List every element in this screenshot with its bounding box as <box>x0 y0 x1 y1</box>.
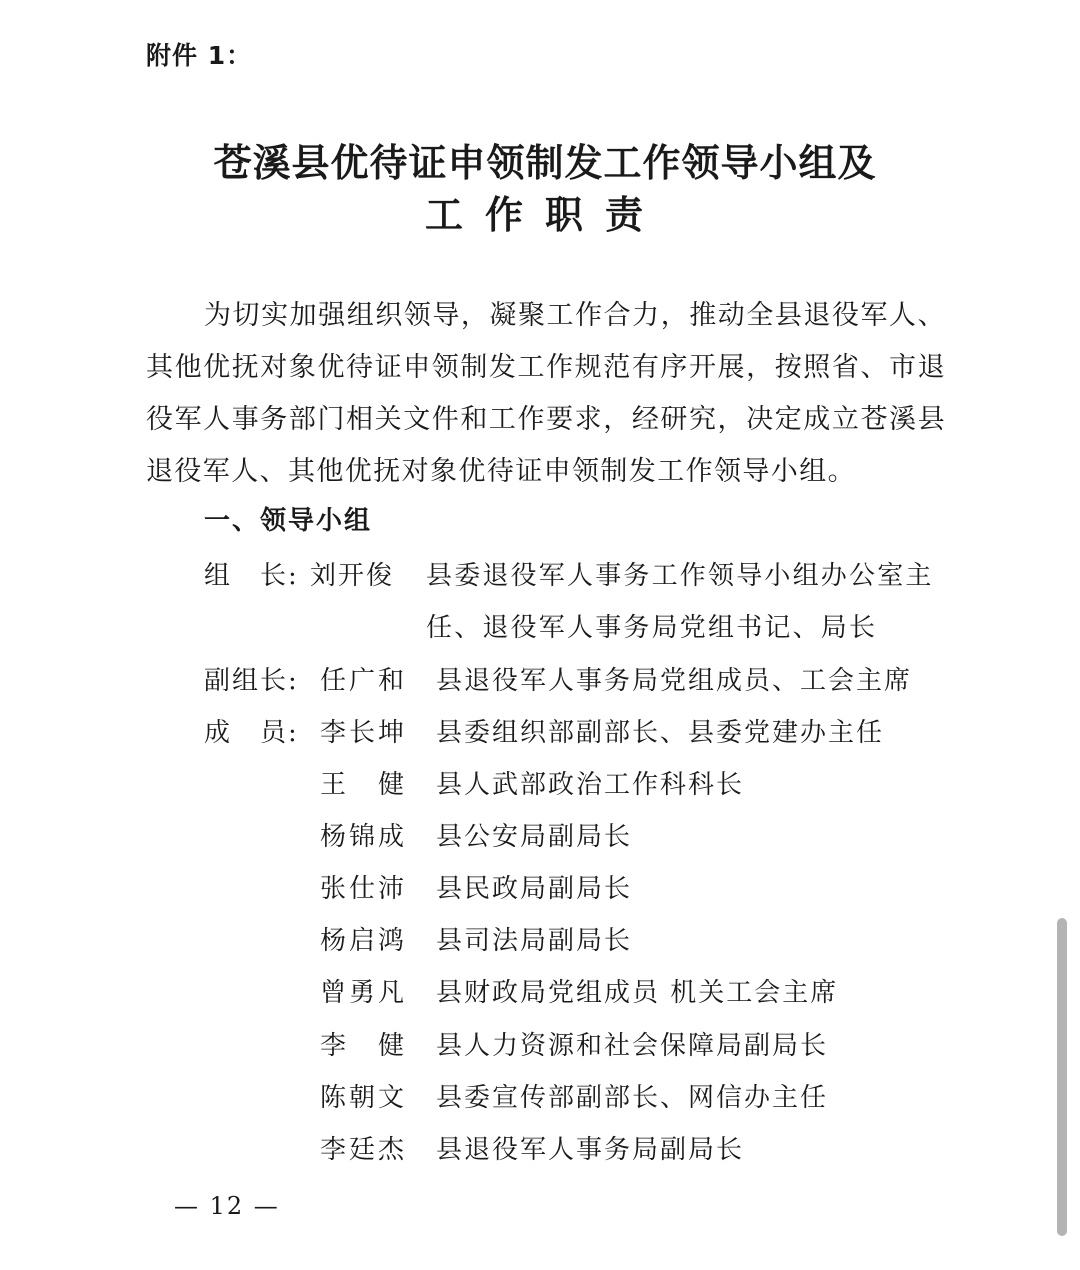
member-duty: 县委宣传部副部长、网信办主任 <box>436 1083 829 1113</box>
member-duty: 县委组织部副部长、县委党建办主任 <box>436 718 885 748</box>
leader-duty-line-2: 任、退役军人事务局党组书记、局长 <box>426 613 878 643</box>
member-name: 杨启鸿 <box>320 926 408 956</box>
deputy-duty: 县退役军人事务局党组成员、工会主席 <box>436 666 913 696</box>
page-number: — 12 — <box>174 1192 280 1220</box>
member-name: 王 健 <box>320 770 408 800</box>
attachment-label: 附件 1： <box>146 41 253 70</box>
section-heading: 一、领导小组 <box>204 506 373 536</box>
deputy-role: 副组长: <box>204 666 299 696</box>
member-name: 杨锦成 <box>320 822 408 852</box>
member-duty: 县人力资源和社会保障局副局长 <box>436 1031 829 1061</box>
leader-role: 组 长: <box>204 561 299 591</box>
member-duty: 县人武部政治工作科科长 <box>436 770 745 800</box>
leader-duty-line-1: 县委退役军人事务工作领导小组办公室主 <box>426 561 934 591</box>
intro-paragraph: 为切实加强组织领导，凝聚工作合力，推动全县退役军人、其他优抚对象优待证申领制发工作规范有序开展，按照省、市退役军人事务部门相关文件和工作要求，经研究，决定成立苍溪县退役军人、其他优抚对象优待证申领制发工作领导小组。 <box>146 300 946 487</box>
document-title-line-1: 苍溪县优待证申领制发工作领导小组及 <box>213 140 877 185</box>
member-duty: 县公安局副局长 <box>436 822 633 852</box>
member-name: 李长坤 <box>320 718 408 748</box>
member-name: 李 健 <box>320 1031 408 1061</box>
member-name: 张仕沛 <box>320 874 408 904</box>
member-duty: 县司法局副局长 <box>436 926 633 956</box>
member-name: 曾勇凡 <box>320 978 408 1008</box>
document-title-line-2: 工作职责 <box>424 192 665 237</box>
member-duty: 县财政局党组成员 机关工会主席 <box>436 978 839 1008</box>
vertical-scrollbar[interactable] <box>1057 918 1067 1236</box>
member-name: 陈朝文 <box>320 1083 408 1113</box>
members-role: 成 员: <box>204 718 299 748</box>
member-duty: 县退役军人事务局副局长 <box>436 1135 745 1165</box>
member-duty: 县民政局副局长 <box>436 874 633 904</box>
deputy-name: 任广和 <box>320 666 408 696</box>
leader-name: 刘开俊 <box>310 561 395 591</box>
member-name: 李廷杰 <box>320 1135 408 1165</box>
